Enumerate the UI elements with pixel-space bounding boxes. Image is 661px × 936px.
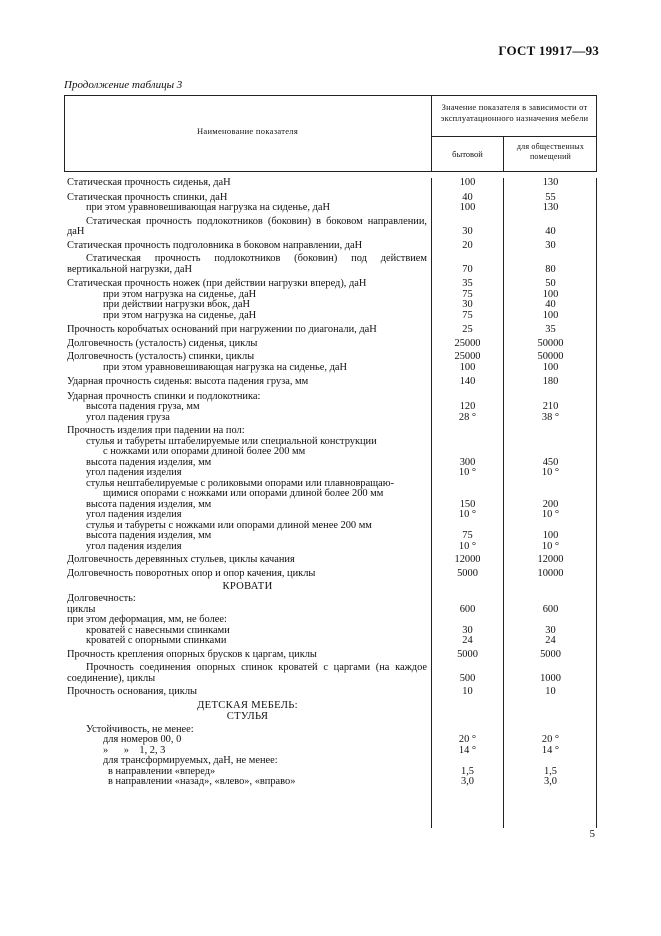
indicator-line: Долговечность поворотных опор и опор качения, циклы — [67, 567, 316, 579]
value-household — [431, 725, 504, 788]
indicator-name — [64, 178, 431, 189]
indicator-name — [64, 725, 431, 788]
column-header-household: бытовой — [452, 149, 483, 159]
value-line: 140 — [459, 376, 476, 387]
value-public — [504, 325, 597, 336]
value-public — [504, 352, 597, 373]
value-line: 35 — [462, 278, 473, 289]
indicator-line: Долговечность (усталость) сиденья, циклы — [67, 337, 258, 349]
value-line: 210 — [542, 401, 559, 412]
value-line: 10 ° — [541, 467, 560, 478]
value-line: 25000 — [454, 337, 481, 349]
value-public — [504, 377, 597, 388]
indicator-name — [64, 352, 431, 373]
value-line: 100 — [459, 361, 476, 373]
value-line — [504, 437, 597, 448]
value-line: 10 ° — [458, 509, 477, 520]
indicator-line: угол падения изделия — [86, 540, 182, 552]
value-public — [504, 279, 597, 321]
value-line: 20 ° — [458, 734, 477, 745]
table-body — [64, 178, 597, 828]
value-line: 100 — [459, 177, 476, 188]
value-line — [431, 437, 504, 448]
value-line: 40 — [462, 191, 473, 203]
value-line: 30 — [462, 226, 473, 237]
value-household — [431, 555, 504, 566]
value-public — [504, 725, 597, 788]
table-row — [64, 555, 597, 566]
value-line: 450 — [542, 456, 559, 468]
value-line — [504, 426, 597, 437]
indicator-line: щимися опорами с ножками или опорами длиной более 200 мм — [103, 488, 384, 499]
indicator-line: при действии нагрузки вбок, даН — [103, 299, 251, 310]
value-public — [504, 241, 597, 252]
value-line: 10 ° — [541, 509, 560, 520]
value-line: 3,0 — [461, 776, 474, 787]
value-household — [431, 426, 504, 552]
value-line: 30 — [545, 239, 556, 251]
value-line — [431, 594, 504, 605]
indicator-line: для номеров 00, 0 — [103, 734, 182, 745]
value-line — [431, 615, 504, 626]
value-public — [504, 650, 597, 661]
indicator-line: Прочность основания, циклы — [67, 686, 197, 697]
value-public — [504, 569, 597, 580]
indicator-line: стулья нештабелируемые с роликовыми опорами или плавновращаю- — [86, 477, 395, 489]
section-heading: КРОВАТИ — [222, 581, 273, 592]
value-line: 25 — [462, 324, 473, 335]
indicator-line: циклы — [67, 603, 96, 615]
value-line: 180 — [542, 376, 559, 387]
value-line: 75 — [462, 530, 473, 541]
value-line: 150 — [459, 498, 476, 510]
value-household — [431, 254, 504, 275]
value-line — [504, 254, 597, 265]
value-line: 600 — [542, 603, 559, 615]
value-line: 40 — [545, 226, 556, 237]
value-line — [504, 479, 597, 490]
indicator-name — [64, 392, 431, 424]
value-line: 100 — [459, 202, 476, 213]
column-header-public: для общественных помещений — [516, 142, 585, 161]
value-line: 38 ° — [541, 411, 560, 423]
value-line — [431, 426, 504, 437]
indicator-line: при этом нагрузка на сиденье, даН — [103, 288, 257, 300]
value-line: 50 — [545, 278, 556, 289]
value-household — [431, 178, 504, 189]
value-line: 24 — [462, 635, 473, 646]
value-household — [431, 193, 504, 214]
table-row — [64, 650, 597, 661]
value-household — [431, 325, 504, 336]
value-public — [504, 392, 597, 424]
value-line: 50000 — [537, 337, 564, 349]
indicator-line: Ударная прочность сиденья: высота падения груза, мм — [67, 376, 309, 387]
table-row — [64, 241, 597, 252]
indicator-name — [64, 279, 431, 321]
value-line: 75 — [462, 288, 473, 300]
value-line: 5000 — [540, 648, 561, 660]
value-line: 10000 — [537, 567, 564, 579]
value-line — [504, 447, 597, 458]
indicator-line: при этом уравновешивающая нагрузка на сиденье, даН — [86, 202, 331, 213]
section-heading: ДЕТСКАЯ МЕБЕЛЬ: — [197, 699, 298, 711]
value-public — [504, 217, 597, 238]
indicator-name — [64, 687, 431, 698]
value-line — [431, 447, 504, 458]
value-line: 30 — [545, 624, 556, 636]
document-header: ГОСТ 19917—93 — [498, 43, 599, 58]
indicator-line: угол падения изделия — [86, 509, 182, 520]
indicator-text: Прочность соединения опорных спинок кроватей с царгами (на каждое соединение), циклы — [67, 662, 427, 684]
table-row — [64, 687, 597, 698]
value-line: 28 ° — [458, 411, 477, 423]
indicator-line: Прочность изделия при падении на пол: — [67, 425, 245, 436]
table-row — [64, 725, 597, 788]
indicator-line: Ударная прочность спинки и подлокотника: — [67, 390, 261, 402]
indicator-line: Статическая прочность ножек (при действии нагрузки вперед), даН — [67, 278, 367, 289]
column-header-name: Наименование показателя — [196, 126, 299, 136]
table-row — [64, 426, 597, 552]
value-line: 55 — [545, 191, 556, 203]
value-line: 40 — [545, 299, 556, 310]
indicator-line: Статическая прочность подголовника в боковом направлении, даН — [67, 239, 363, 251]
value-line: 3,0 — [544, 776, 557, 787]
indicator-line: при этом нагрузка на сиденье, даН — [103, 309, 257, 321]
indicator-line: Долговечность деревянных стульев, циклы качания — [67, 554, 295, 565]
indicator-line: с ножками или опорами длиной более 200 мм — [103, 446, 306, 457]
indicator-name — [64, 339, 431, 350]
table-header — [64, 95, 597, 172]
value-household — [431, 392, 504, 424]
value-household — [431, 569, 504, 580]
value-line: 300 — [459, 456, 476, 468]
value-line: 130 — [542, 177, 559, 188]
value-household — [431, 594, 504, 647]
value-household — [431, 241, 504, 252]
indicator-name — [64, 594, 431, 647]
indicator-line: Прочность крепления опорных брусков к царгам, циклы — [67, 648, 317, 660]
table-row — [64, 217, 597, 238]
value-line: 14 ° — [541, 744, 560, 756]
indicator-text: Статическая прочность подлокотников (боковин) под действием вертикальной нагрузки, даН — [67, 253, 427, 275]
value-household — [431, 352, 504, 373]
indicator-line: Прочность коробчатых оснований при нагружении по диагонали, даН — [67, 324, 377, 335]
value-household — [431, 687, 504, 698]
value-line: 1,5 — [461, 765, 474, 777]
table-row — [64, 325, 597, 336]
value-line: 30 — [462, 299, 473, 310]
indicator-line: Статическая прочность спинки, даН — [67, 191, 228, 203]
indicator-line: » » 1, 2, 3 — [103, 744, 166, 756]
value-line: 10 ° — [541, 540, 560, 552]
indicator-name — [64, 569, 431, 580]
value-public — [504, 594, 597, 647]
indicator-name — [64, 325, 431, 336]
value-line — [431, 479, 504, 490]
value-line: 10 — [462, 686, 473, 697]
value-line: 10 ° — [458, 467, 477, 478]
table-row — [64, 254, 597, 275]
value-household — [431, 377, 504, 388]
indicator-line: высота падения изделия, мм — [86, 530, 212, 541]
table-row — [64, 279, 597, 321]
value-public — [504, 193, 597, 214]
value-line — [431, 489, 504, 500]
value-line: 35 — [545, 324, 556, 335]
indicator-line: угол падения изделия — [86, 467, 182, 478]
value-line: 12000 — [454, 554, 481, 565]
value-line: 12000 — [537, 554, 564, 565]
value-household — [431, 650, 504, 661]
indicator-name — [64, 217, 431, 238]
indicator-line: Статическая прочность сиденья, даН — [67, 177, 231, 188]
table-row — [64, 377, 597, 388]
value-household — [431, 279, 504, 321]
indicator-line: Долговечность: — [67, 593, 136, 604]
value-line: 10 ° — [458, 540, 477, 552]
indicator-line: кроватей с опорными спинками — [86, 635, 227, 646]
value-line: 120 — [459, 401, 476, 412]
value-household — [431, 663, 504, 684]
table-row — [64, 569, 597, 580]
value-line: 75 — [462, 309, 473, 321]
value-public — [504, 687, 597, 698]
value-line — [504, 594, 597, 605]
value-public — [504, 426, 597, 552]
value-line — [431, 756, 504, 767]
value-public — [504, 339, 597, 350]
value-line: 10 — [545, 686, 556, 697]
value-public — [504, 254, 597, 275]
indicator-line: угол падения груза — [86, 411, 170, 423]
table-row — [64, 594, 597, 647]
value-public — [504, 555, 597, 566]
indicator-line: высота падения изделия, мм — [86, 456, 212, 468]
indicator-name — [64, 377, 431, 388]
value-line: 80 — [545, 263, 556, 275]
value-line: 1000 — [540, 672, 561, 684]
indicator-line: Устойчивость, не менее: — [86, 723, 194, 735]
value-line: 5000 — [457, 567, 478, 579]
value-line: 24 — [545, 635, 556, 646]
indicator-name — [64, 254, 431, 275]
indicator-line: в направлении «назад», «влево», «вправо» — [108, 776, 296, 787]
value-line: 14 ° — [458, 744, 477, 756]
indicator-name — [64, 555, 431, 566]
indicator-name — [64, 650, 431, 661]
table-row — [64, 178, 597, 189]
value-line: 600 — [459, 603, 476, 615]
indicator-text: Статическая прочность подлокотников (боковин) в боковом направлении, даН — [67, 215, 427, 237]
value-line — [504, 489, 597, 500]
value-household — [431, 217, 504, 238]
value-line — [504, 615, 597, 626]
indicator-line: при этом деформация, мм, не более: — [67, 614, 227, 625]
section-heading: СТУЛЬЯ — [226, 710, 269, 722]
column-group-header: Значение показателя в зависимости от эксплуатационного назначения мебели — [440, 102, 589, 123]
value-line: 130 — [542, 202, 559, 213]
indicator-line: для трансформируемых, даН, не менее: — [103, 755, 278, 766]
value-line: 25000 — [454, 351, 481, 362]
value-line: 5000 — [457, 648, 478, 660]
indicator-line: кроватей с навесными спинками — [86, 624, 230, 636]
value-line: 70 — [462, 263, 473, 275]
value-line — [431, 254, 504, 265]
value-line: 100 — [542, 288, 559, 300]
indicator-line: Долговечность (усталость) спинки, циклы — [67, 351, 255, 362]
value-line: 50000 — [537, 351, 564, 362]
table-row — [64, 193, 597, 214]
table-row — [64, 392, 597, 424]
indicator-name — [64, 241, 431, 252]
value-public — [504, 178, 597, 189]
value-public — [504, 663, 597, 684]
value-line: 100 — [542, 309, 559, 321]
table-row — [64, 663, 597, 684]
indicator-line: стулья и табуреты штабелируемые или специальной конструкции — [86, 435, 377, 447]
page-number: 5 — [589, 828, 595, 840]
indicator-line: стулья и табуреты с ножками или опорами длиной менее 200 мм — [86, 519, 372, 531]
indicator-line: в направлении «вперед» — [108, 765, 216, 777]
indicator-name — [64, 663, 431, 684]
value-line: 1,5 — [544, 765, 557, 777]
indicator-line: высота падения груза, мм — [86, 401, 200, 412]
indicator-name — [64, 426, 431, 552]
value-line: 100 — [542, 361, 559, 373]
value-line — [431, 663, 504, 674]
indicator-name — [64, 193, 431, 214]
value-household — [431, 339, 504, 350]
value-line: 500 — [459, 672, 476, 684]
indicator-line: при этом уравновешивающая нагрузка на сиденье, даН — [103, 361, 348, 373]
table-continuation-caption: Продолжение таблицы 3 — [64, 79, 183, 91]
value-line: 200 — [542, 498, 559, 510]
value-line — [504, 756, 597, 767]
value-line: 20 ° — [541, 734, 560, 745]
indicator-table — [64, 95, 597, 828]
value-line: 30 — [462, 624, 473, 636]
table-row — [64, 352, 597, 373]
value-line: 20 — [462, 239, 473, 251]
value-line: 100 — [542, 530, 559, 541]
value-line — [504, 663, 597, 674]
indicator-line: высота падения изделия, мм — [86, 498, 212, 510]
table-row — [64, 339, 597, 350]
